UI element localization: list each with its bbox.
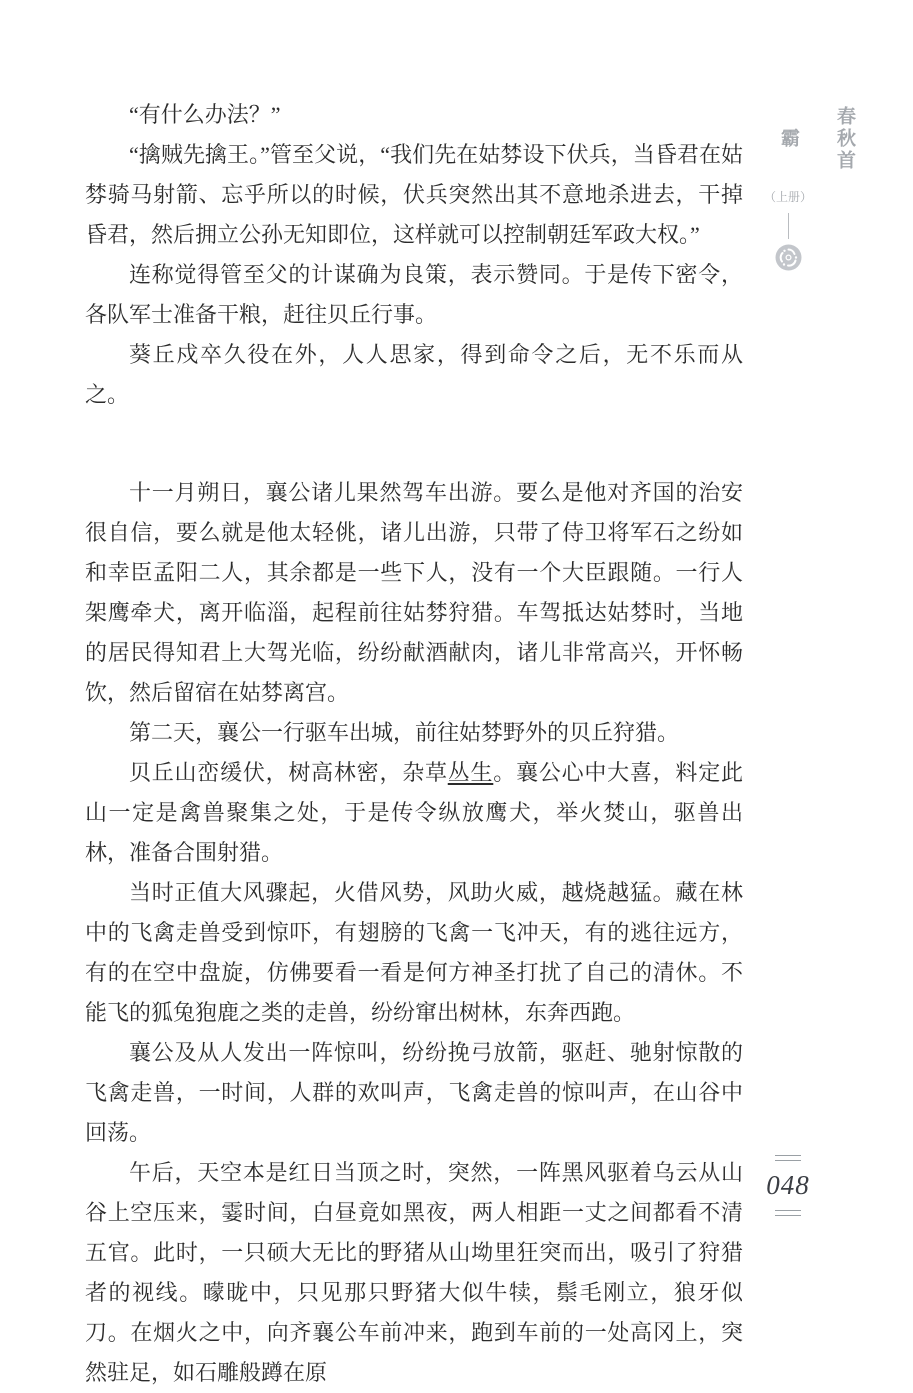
folio-rule-top (775, 1155, 801, 1161)
text-segment: “有什么办法？” (129, 102, 281, 127)
paragraph (85, 95, 743, 135)
book-title-vertical: 春秋首霸 (778, 106, 855, 172)
volume-label: （上册） (763, 190, 812, 204)
text-segment: 十一月朔日，襄公诸儿果然驾车出游。要么是他对齐国的治安很自信，要么就是他太轻佻，诸儿出游，只带了侍卫将军石之纷如和幸臣孟阳二人，其余都是一些下人，没有一个大臣跟随。一行人架鹰牵犬，离开临淄，起程前往姑棼狩猎。车驾抵达姑棼时，当地的居民得知君上大驾光临，纷纷献酒献肉，诸儿非常高兴，开怀畅饮，然后留宿在姑棼离宫。 (85, 480, 743, 705)
underlined-term: 丛生 (447, 760, 494, 785)
text-segment: 襄公及从人发出一阵惊叫，纷纷挽弓放箭，驱赶、驰射惊散的飞禽走兽，一时间，人群的欢叫声，飞禽走兽的惊叫声，在山谷中回荡。 (85, 1040, 743, 1145)
paragraph (85, 713, 743, 753)
paragraph (85, 135, 743, 255)
paragraph (85, 873, 743, 1033)
body-text (85, 95, 743, 1393)
swirl-seal-icon (775, 244, 802, 271)
page-number: 048 (766, 1170, 810, 1200)
text-segment: 第二天，襄公一行驱车出城，前往姑棼野外的贝丘狩猎。 (129, 720, 680, 745)
folio-rule-bottom (775, 1210, 801, 1216)
text-segment: 葵丘戍卒久役在外，人人思家，得到命令之后，无不乐而从之。 (85, 342, 743, 407)
paragraph (85, 473, 743, 713)
paragraph (85, 255, 743, 335)
text-segment: 。襄公心中大喜，料定此山一定是禽兽聚集之处，于是传令纵放鹰犬，举火焚山，驱兽出林，准备合围射猎。 (85, 760, 743, 865)
vertical-divider (788, 213, 789, 239)
text-segment: 连称觉得管至父的计谋确为良策，表示赞同。于是传下密令，各队军士准备干粮，赶往贝丘行事。 (85, 262, 743, 327)
folio (760, 1155, 816, 1216)
paragraph (85, 1033, 743, 1153)
paragraph (85, 1153, 743, 1393)
sidebar (760, 96, 855, 271)
text-segment: 贝丘山峦缓伏，树高林密，杂草 (129, 760, 448, 785)
text-segment: “擒贼先擒王。”管至父说，“我们先在姑棼设下伏兵，当昏君在姑棼骑马射箭、忘乎所以的时候，伏兵突然出其不意地杀进去，干掉昏君，然后拥立公孙无知即位，这样就可以控制朝廷军政大权。” (85, 142, 743, 247)
paragraph (85, 335, 743, 415)
text-segment: 当时正值大风骤起，火借风势，风助火威，越烧越猛。藏在林中的飞禽走兽受到惊吓，有翅膀的飞禽一飞冲天，有的逃往远方，有的在空中盘旋，仿佛要看一看是何方神圣打扰了自己的清休。不能飞的狐兔狍鹿之类的走兽，纷纷窜出树林，东奔西跑。 (85, 880, 743, 1025)
text-segment: 午后，天空本是红日当顶之时，突然，一阵黑风驱着乌云从山谷上空压来，霎时间，白昼竟如黑夜，两人相距一丈之间都看不清五官。此时，一只硕大无比的野猪从山坳里狂突而出，吸引了狩猎者的视线。曚昽中，只见那只野猪大似牛犊，鬃毛刚立，狼牙似刀。在烟火之中，向齐襄公车前冲来，跑到车前的一处高冈上，突然驻足，如石雕般蹲在原 (85, 1160, 743, 1385)
paragraph (85, 753, 743, 873)
